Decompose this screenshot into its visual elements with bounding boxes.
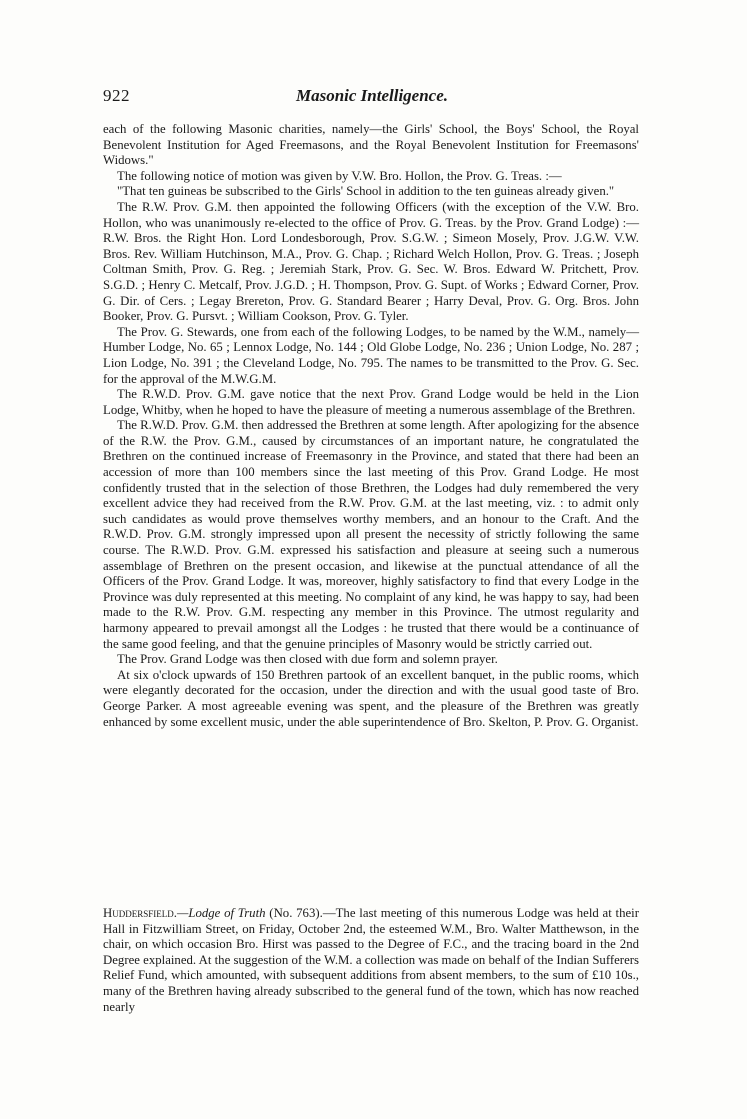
paragraph-stewards: The Prov. G. Stewards, one from each of the following Lodges, to be named by the W.M., namely—Humber Lodge, No. 65 ; Lennox Lodge, No. 144 ; Old Globe Lodge, No. 236 ; Union Lodge, No. 287 ; Lion Lodge, No. 391 ; the Cleveland Lodge, No. 795. The names to be transmitted to the Prov. G. Sec. for the approval of the M.W.G.M. bbox=[103, 324, 639, 386]
article-body bbox=[103, 122, 639, 730]
paragraph-officers: The R.W. Prov. G.M. then appointed the following Officers (with the exception of the V.W. Bro. Hollon, who was unanimously re-elected to the office of Prov. G. Treas. by the Prov. Grand Lodge) :—R.W. Bros. the Right Hon. Lord Londesborough, Prov. S.G.W. ; Simeon Mosely, Prov. J.G.W. V.W. Bros. Rev. William Hutchinson, M.A., Prov. G. Chap. ; Richard Welch Hollon, Prov. G. Treas. ; Joseph Coltman Smith, Prov. G. Reg. ; Jeremiah Stark, Prov. G. Sec. W. Bros. Edward W. Pritchett, Prov. S.G.D. ; Henry C. Metcalf, Prov. J.G.D. ; H. Thompson, Prov. G. Supt. of Works ; Edward Corner, Prov. G. Dir. of Cers. ; Legay Brereton, Prov. G. Standard Bearer ; Harry Deval, Prov. G. Org. Bros. John Booker, Prov. G. Pursvt. ; William Cookson, Prov. G. Tyler. bbox=[103, 199, 639, 324]
section-place: Huddersfield. bbox=[103, 906, 177, 920]
huddersfield-section bbox=[103, 906, 639, 1015]
running-head bbox=[103, 86, 641, 110]
paragraph-closing: The Prov. Grand Lodge was then closed with due form and solemn prayer. bbox=[117, 652, 498, 667]
paragraph-address: The R.W.D. Prov. G.M. then addressed the Brethren at some length. After apologizing for the absence of the R.W. the Prov. G.M., caused by circumstances of an important nature, he congratulated the Brethren on the continued increase of Freemasonry in the Province, and stated that there had been an accession of more than 100 members since the last meeting of this Prov. Grand Lodge. He most confidently trusted that in the selection of those Brethren, the Lodges had duly remembered the very excellent advice they had received from the R.W. Prov. G.M. at the last meeting, viz. : to admit only such candidates as would prove themselves worthy members, and an honour to the Craft. And the R.W.D. Prov. G.M. strongly impressed upon all present the necessity of strictly following the same course. The R.W.D. Prov. G.M. expressed his satisfaction and pleasure at seeing such a numerous assemblage of Brethren on the present occasion, and likewise at the punctual attendance of all the Officers of the Prov. Grand Lodge. It was, moreover, highly satisfactory to find that every Lodge in the Province was duly represented at this meeting. No complaint of any kind, he was happy to say, had been made to the R.W. Prov. G.M. respecting any member in this Province. The utmost regularity and harmony appeared to prevail amongst all the Lodges : he trusted that there would be a continuance of the same good feeling, and that the genuine principles of Masonry would be strictly carried out. bbox=[103, 418, 639, 651]
section-text: (No. 763).—The last meeting of this numerous Lodge was held at their Hall in Fitzwilliam Street, on Friday, October 2nd, the esteemed W.M., Bro. Walter Matthewson, in the chair, on which occasion Bro. Hirst was passed to the Degree of F.C., and the tracing board in the 2nd Degree explained. At the suggestion of the W.M. a collection was made on behalf of the Indian Sufferers Relief Fund, which amounted, with subsequent additions from absent members, to the sum of £10 10s., many of the Brethren having already subscribed to the general fund of the town, which has now reached nearly bbox=[103, 906, 640, 1014]
paragraph-next-lodge: The R.W.D. Prov. G.M. gave notice that the next Prov. Grand Lodge would be held in the Lion Lodge, Whitby, when he hoped to have the pleasure of meeting a numerous assemblage of the Brethren. bbox=[103, 387, 639, 417]
paragraph-motion-quote: "That ten guineas be subscribed to the Girls' School in addition to the ten guineas already given." bbox=[117, 184, 615, 199]
paragraph-banquet: At six o'clock upwards of 150 Brethren partook of an excellent banquet, in the public rooms, which were elegantly decorated for the occasion, under the direction and with the usual good taste of Bro. George Parker. A most agreeable evening was spent, and the pleasure of the Brethren was greatly enhanced by some excellent music, under the able superintendence of Bro. Skelton, P. Prov. G. Organist. bbox=[103, 667, 639, 729]
page-number: 922 bbox=[103, 86, 130, 105]
paragraph-huddersfield bbox=[103, 906, 639, 1015]
running-title: Masonic Intelligence. bbox=[295, 86, 449, 105]
paragraph-notice-of-motion: The following notice of motion was given by V.W. Bro. Hollon, the Prov. G. Treas. :— bbox=[117, 168, 562, 183]
paragraph-charities: each of the following Masonic charities, namely—the Girls' School, the Boys' School, the Royal Benevolent Institution for Aged Freemasons, and the Royal Benevolent Institution for Freemasons' Widows." bbox=[103, 122, 639, 168]
section-lodge-name: —Lodge of Truth bbox=[176, 906, 266, 920]
